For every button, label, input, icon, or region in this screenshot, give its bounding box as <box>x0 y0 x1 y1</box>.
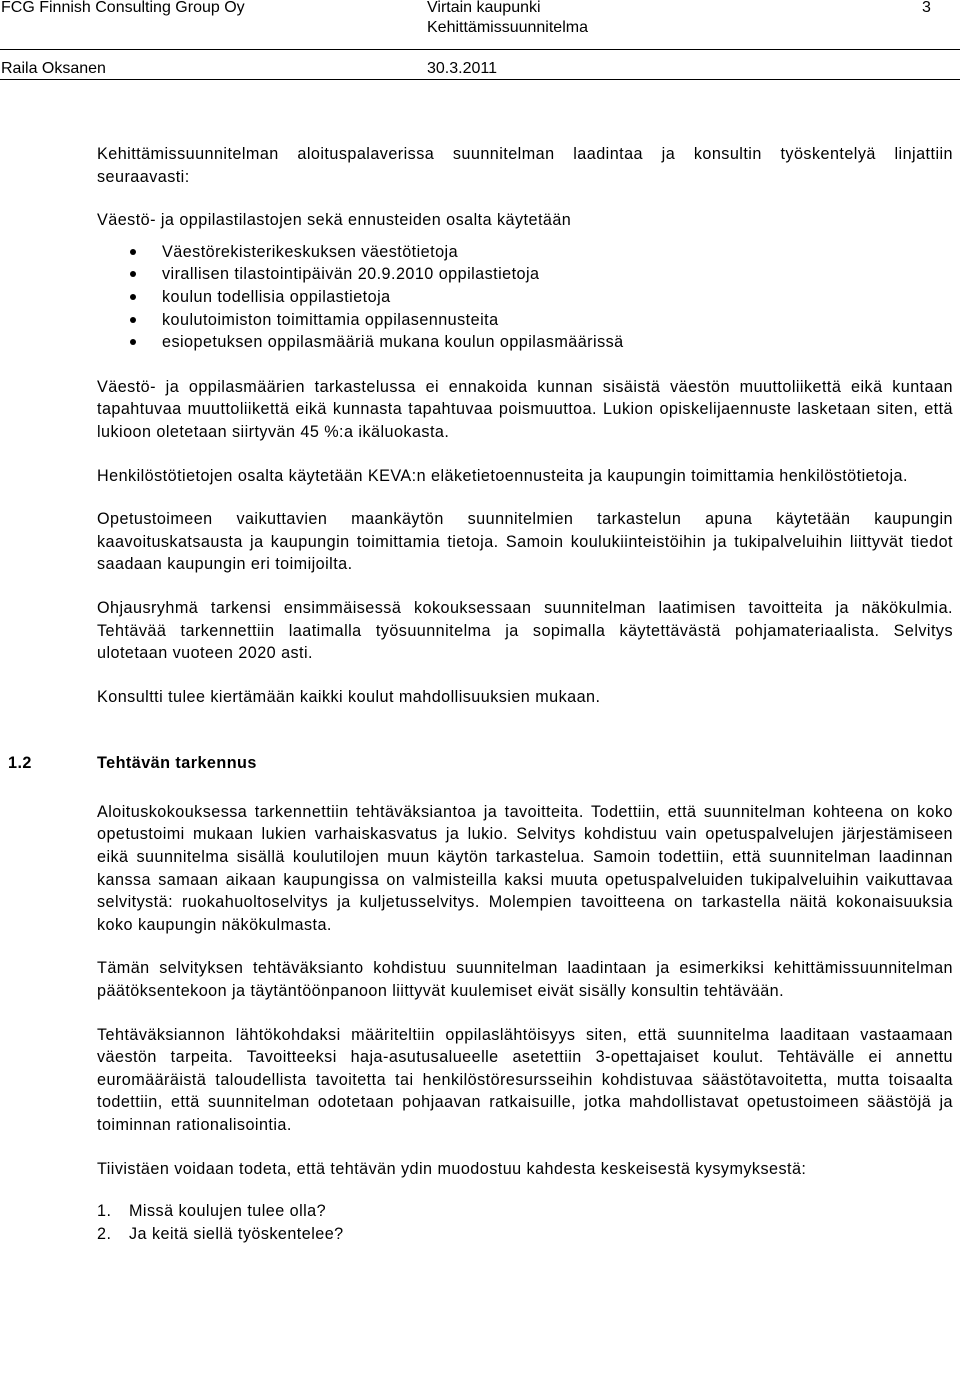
paragraph-school-visits: Konsultti tulee kiertämään kaikki koulut mahdollisuuksien mukaan. <box>97 687 601 706</box>
sources-lead: Väestö- ja oppilastilastojen sekä ennusteiden osalta käytetään <box>97 211 572 230</box>
header-client: Virtain kaupunki <box>427 0 541 16</box>
page-number: 3 <box>922 0 931 16</box>
section-title: Tehtävän tarkennus <box>97 754 257 773</box>
sources-list <box>97 241 953 354</box>
summary-paragraph: Tiivistäen voidaan todeta, että tehtävän ydin muodostuu kahdesta keskeisestä kysymyksestä: <box>97 1159 807 1178</box>
list-item: esiopetuksen oppilasmääriä mukana koulun oppilasmäärissä <box>97 331 953 354</box>
bullet-icon <box>130 271 136 277</box>
list-item: koulun todellisia oppilastietoja <box>97 286 953 309</box>
header-doc-title: Kehittämissuunnitelma <box>427 19 588 36</box>
section-number: 1.2 <box>8 754 32 773</box>
paragraph-population: Väestö- ja oppilasmäärien tarkastelussa ei ennakoida kunnan sisäistä väestön muuttoliikettä eikä kuntaan tapahtuvaa muuttoliikettä eikä kunnasta tapahtuvaa poismuuttoa. Lukion opiskelijaennuste lasketaan siten, että lukioon oletetaan siirtyvän 45 %:a ikäluokasta. <box>97 377 953 441</box>
bullet-icon <box>130 317 136 323</box>
document-body <box>8 143 953 1245</box>
header-company: FCG Finnish Consulting Group Oy <box>1 0 245 16</box>
list-item: virallisen tilastointipäivän 20.9.2010 oppilastietoja <box>97 263 953 286</box>
questions-list <box>97 1200 953 1245</box>
bullet-icon <box>130 339 136 345</box>
header-date: 30.3.2011 <box>427 60 497 77</box>
header-author: Raila Oksanen <box>1 60 106 77</box>
paragraph-scope: Tämän selvityksen tehtäväksianto kohdistuu suunnitelman laadintaan ja esimerkiksi kehittämissuunnitelman päätöksentekoon ja täytäntöönpanoon liittyvät kuulemiset eivät sisälly konsultin tehtävään. <box>97 959 953 1001</box>
paragraph-land-use: Opetustoimeen vaikuttavien maankäytön suunnitelmien tarkastelun apuna käytetään kaupungin kaavoituskatsausta ja kaupungin toimittamia tietoja. Samoin koulukiinteistöihin ja tukipalveluihin liittyvät tiedot saadaan kaupungin eri toimijoilta. <box>97 510 953 574</box>
bullet-icon <box>130 249 136 255</box>
paragraph-steering-group: Ohjausryhmä tarkensi ensimmäisessä kokouksessaan suunnitelman laatimisen tavoitteita ja näkökulmia. Tehtävää tarkennettiin laatimalla työsuunnitelma ja sopimalla käytettävästä pohjamateriaalista. Selvitys ulotetaan vuoteen 2020 asti. <box>97 598 953 663</box>
paragraph-personnel: Henkilöstötietojen osalta käytetään KEVA:n eläketietoennusteita ja kaupungin toimittamia henkilöstötietoja. <box>97 466 908 485</box>
section-heading <box>8 752 953 775</box>
list-item: koulutoimiston toimittamia oppilasennusteita <box>97 309 953 332</box>
header-rule-top <box>0 49 960 50</box>
paragraph-starting-point: Tehtäväksiannon lähtökohdaksi määriteltiin oppilaslähtöisyys siten, että suunnitelma laaditaan vastaamaan väestön tarpeita. Tavoitteeksi haja-asutusalueelle asetettiin 3-opettajaiset koulut. Tehtävälle ei annettu euromääräistä taloudellista tavoitetta tai henkilöstöresursseihin kohdistuvaa säästötavoitetta, mutta toisaalta todettiin, että suunnitelman odotetaan pohjaavan ratkaisuille, jotka mahdollistavat opetustoimeen säästöjä ja toiminnan rationalisointia. <box>97 1025 953 1134</box>
intro-paragraph: Kehittämissuunnitelman aloituspalaverissa suunnitelman laadintaa ja konsultin työskentelyä linjattiin seuraavasti: <box>97 145 953 186</box>
paragraph-kickoff: Aloituskokouksessa tarkennettiin tehtäväksiantoa ja tavoitteita. Todettiin, että suunnitelman kohteena on koko opetustoimi mukaan lukien varhaiskasvatus ja lukio. Selvitys kohdistuu vain opetuspalvelujen järjestämiseen eikä suunnitelma sisällä koulutilojen muun käytön tarkastelua. Samoin todettiin, että suunnitelman laadinnan kanssa samaan aikaan kaupungissa on valmisteilla kaksi muuta opetuspalveluiden tukipalveluihin vaikuttavaa selvitystä: ruokahuoltoselvitys ja kuljetusselvitys. Molempien tavoitteena on tarkastella näitä kokonaisuuksia koko kaupungin näkökulmasta. <box>97 802 953 934</box>
list-item: 1. Missä koulujen tulee olla? <box>97 1202 327 1221</box>
header-rule-bottom <box>0 79 960 80</box>
list-item: Väestörekisterikeskuksen väestötietoja <box>97 241 953 264</box>
list-item: 2. Ja keitä siellä työskentelee? <box>97 1224 344 1243</box>
bullet-icon <box>130 294 136 300</box>
